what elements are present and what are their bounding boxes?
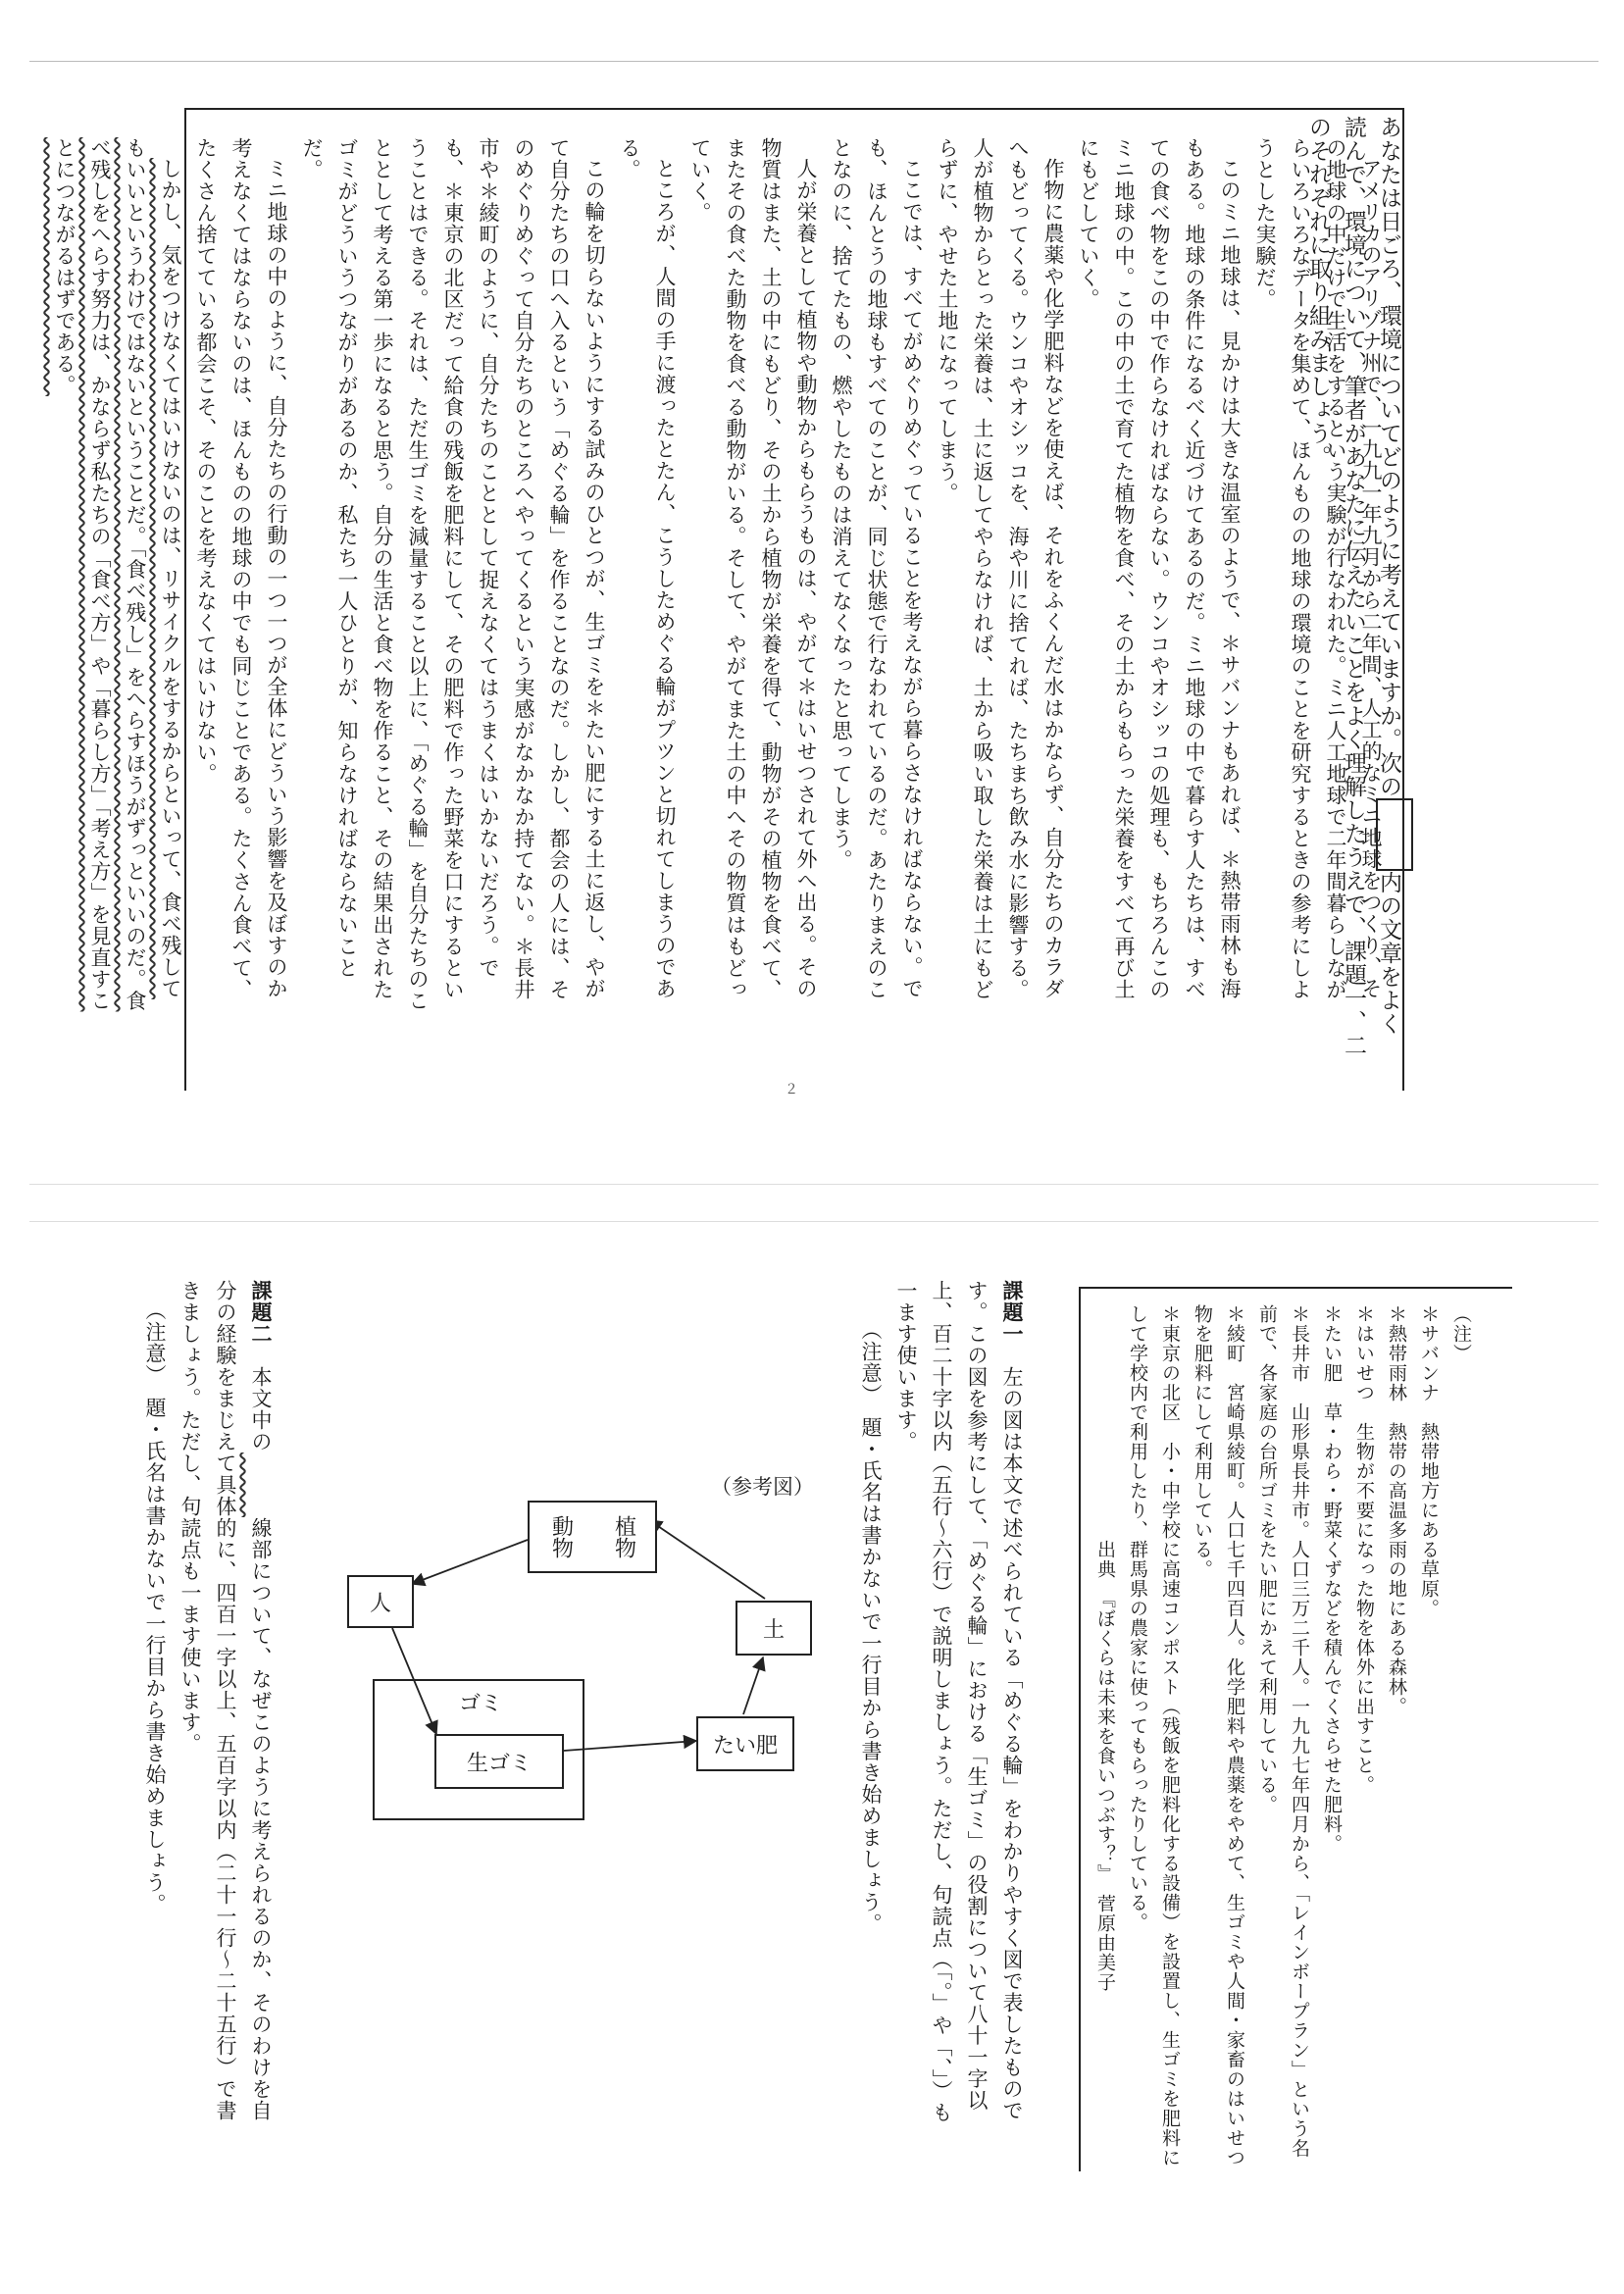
note-term: ＊サバンナ: [1418, 1304, 1440, 1402]
wavy-line-mark: [249, 1453, 273, 1517]
passage-paragraph: このミニ地球は、見かけは大きな温室のようで、＊サバンナもあれば、＊熱帯雨林も海もある。地球の条件になるべく近づけてあるのだ。ミニ地球の中で暮らす人たちは、すべての食べ物をこの中で作らなければならない。ウンコやオシッコの処理も、もちろんこのミニ地球の中。この中の土で育てた植物を食べ、その土からもらった栄養をすべて再び土にもどしていく。: [1077, 137, 1242, 1000]
node-taihi: たい肥: [696, 1716, 794, 1771]
scan-edge-line: [29, 1221, 1599, 1222]
page-mark: ２: [785, 1082, 798, 1097]
note-item: [1412, 1304, 1445, 2167]
note-term: ＊熱帯雨林: [1386, 1304, 1407, 1402]
task2-body-after: 線部について、なぜこのように考えられるのか、そのわけを自分の経験をまじえて具体的に、四百一字以上、五百字以内（二十一行～二十五行）で書きましょう。ただし、句読点も一ます使います。: [178, 1280, 273, 2121]
passage-paragraph: ところが、人間の手に渡ったとたん、こうしためぐる輪がプツンと切れてしまうのである。: [618, 137, 677, 999]
passage-paragraph: 人が栄養として植物や動物からもらうものは、やがて＊はいせつされて外へ出る。その物質はまた、土の中にもどり、その土から植物が栄養を得て、動物がその植物を食べて、またその食べた動物を食べる動物がいる。そして、やがてまた土の中へその物質はもどっていく。: [688, 137, 818, 1000]
task1: [853, 1280, 1030, 2143]
arrow-taihi-to-soil: [743, 1657, 763, 1714]
passage-paragraph: 作物に農薬や化学肥料などを使えば、それをふくんだ水はかならず、自分たちのカラダへもどってくる。ウンコやオシッコを、海や川に捨てれば、たちまち飲み水に影響する。人が植物からとった栄養は、土に返してやらなければ、土から吸い取した栄養は土にもどらずに、やせた土地になってしまう。: [936, 137, 1065, 1000]
note-item: [1250, 1304, 1315, 2167]
task1-body: 左の図は本文で述べられている「めぐる輪」をわかりやすく図で表したものです。この図を参考にして、「めぐる輪」における「生ゴミ」の役割について八十一字以上、百二十字以内（五行～六行）で説明しましょう。ただし、句読点（「。」や「、」）も一ます使います。: [894, 1280, 1024, 2123]
note-item: [1347, 1304, 1380, 2167]
task2-body-before: 本文中の: [249, 1366, 273, 1453]
instructions-text-1: あなたは日ごろ、環境についてどのように考えていますか。次の: [1376, 116, 1401, 798]
node-animal-plant: [528, 1501, 657, 1573]
source-author: 菅原由美子: [1094, 1894, 1116, 1992]
task2: [137, 1280, 279, 2133]
diagram-title: （参考図）: [711, 1475, 814, 1499]
node-namagomi: 生ゴミ: [434, 1734, 564, 1789]
scan-edge-line: [29, 61, 1599, 62]
arrow-soil-to-plant: [649, 1520, 765, 1599]
note-desc: 草・わら・野菜くずなどを積んでくさらせた肥料。: [1321, 1402, 1343, 1854]
note-term: ＊たい肥: [1321, 1304, 1343, 1383]
passage-paragraph: ミニ地球の中のように、自分たちの行動の一つ一つが全体にどういう影響を及ぼすのか考えなくてはならないのは、ほんものの地球の中でも同じことである。たくさん食べて、たくさん捨てている都会こそ、そのことを考えなくてはいけない。: [194, 137, 288, 1000]
note-item: [1315, 1304, 1347, 2167]
reference-diagram: [333, 1471, 843, 1824]
note-item: [1380, 1304, 1412, 2167]
passage-paragraph: しかし、気をつけなくてはいけないのは、リサイクルをするからといって、食べ残してもいいというわけではないということだ。「食べ残し」をへらすほうがずっといいのだ。食べ残しをへらす努力は、かならず私たちの「食べ方」や「暮らし方」「考え方」を見直すことにつながるはずである。: [53, 137, 182, 1012]
note-item: [1186, 1304, 1250, 2167]
task2-heading: 課題二: [249, 1280, 273, 1345]
source-label: 出典: [1094, 1540, 1116, 1579]
note-item: [1121, 1304, 1186, 2167]
node-animal: 動物: [548, 1515, 574, 1558]
source-line: [1089, 1304, 1121, 2167]
task2-body-line: [173, 1280, 279, 2133]
node-soil: 土: [736, 1601, 812, 1656]
arrow-animal-to-human: [412, 1540, 528, 1584]
note-desc: 宮崎県綾町。人口七千四百人。化学肥料や農薬をやめて、生ゴミや人間・家畜のはいせつ物を肥料にして利用している。: [1192, 1304, 1245, 2167]
node-human: 人: [347, 1575, 414, 1628]
gomi-label: ゴミ: [459, 1692, 503, 1716]
notes-header: （注）: [1450, 1304, 1472, 1363]
notes: [1089, 1304, 1477, 2167]
passage-paragraph: アメリカのアリゾナ州で、一九九一年九月から二年間、人工的なミニ地球をつくり、その地球の中だけで生活をするという実験が行なわれた。ミニ人工地球で二年間暮らしながらいろいろなデータを集めて、ほんものの地球の環境のことを研究するときの参考にしようとした実験だ。: [1253, 137, 1383, 1000]
task2-note: （注意） 題・氏名は書かないで一行目から書き始めましょう。: [143, 1300, 167, 1915]
note-desc: 熱帯の高温多雨の地にある森林。: [1386, 1422, 1407, 1716]
task1-body-line: [888, 1280, 1030, 2143]
note-desc: 小・中学校に高速コンポスト（残飯を肥料化する設備）を設置し、生ゴミを肥料にして学校内で利用したり、群馬県の農家に使ってもらったりしている。: [1127, 1304, 1181, 2167]
node-plant: 植物: [611, 1515, 636, 1558]
source-title: 『ぼくらは未来を食いつぶす？』: [1094, 1599, 1116, 1874]
note-term: ＊綾町: [1224, 1304, 1245, 1363]
passage-paragraph: この輪を切らないようにする試みのひとつが、生ゴミを＊たい肥にする土に返し、やがて自分たちの口へ入るという「めぐる輪」を作ることなのだ。しかし、都会の人には、そのめぐりめぐって自分たちのところへやってくるという実感がなかなか持てない。＊長井市や＊綾町のように、自分たちのこととして捉えなくてはうまくはいかないだろう。でも、＊東京の北区だって給食の残飯を肥料にして、その肥料で作った野菜を口にするということはできる。それは、ただ生ゴミを減量すること以上に、「めぐる輪」を自分たちのこととして考える第一歩になると思う。自分の生活と食べ物を作ること、その結果出されたゴミがどういうつながりがあるのか、私たち一人ひとりが、知らなければならないことだ。: [300, 137, 606, 1012]
passage: [53, 137, 1389, 1020]
note-term: ＊東京の北区: [1159, 1304, 1181, 1422]
task1-heading: 課題一: [1000, 1280, 1024, 1345]
note-desc: 熱帯地方にある草原。: [1418, 1422, 1440, 1618]
passage-paragraph: ここでは、すべてがめぐりめぐっていることを考えながら暮らさなければならない。でも、ほんとうの地球もすべてのことが、同じ状態で行なわれているのだ。あたりまえのことなのに、捨てたもの、燃やしたものは消えてなくなったと思ってしまう。: [830, 137, 924, 1000]
note-desc: 生物が不要になった物を体外に出すこと。: [1353, 1422, 1375, 1795]
instructions-text-2: 内の文章をよく読んで、環境について、筆者があなたに伝えたいことをよく理解したうえで、課題一、二のそれぞれに取り組みましょう。: [1305, 116, 1401, 1057]
note-term: ＊長井市: [1289, 1304, 1310, 1383]
note-desc: 山形県長井市。人口三万二千人。一九九七年四月から、「レインボープラン」という名前で、各家庭の台所ゴミをたい肥にかえて利用している。: [1256, 1304, 1310, 2159]
note-term: ＊はいせつ: [1353, 1304, 1375, 1402]
task1-note: （注意） 題・氏名は書かないで一行目から書き始めましょう。: [859, 1319, 883, 1935]
scan-edge-line: [29, 1184, 1599, 1185]
